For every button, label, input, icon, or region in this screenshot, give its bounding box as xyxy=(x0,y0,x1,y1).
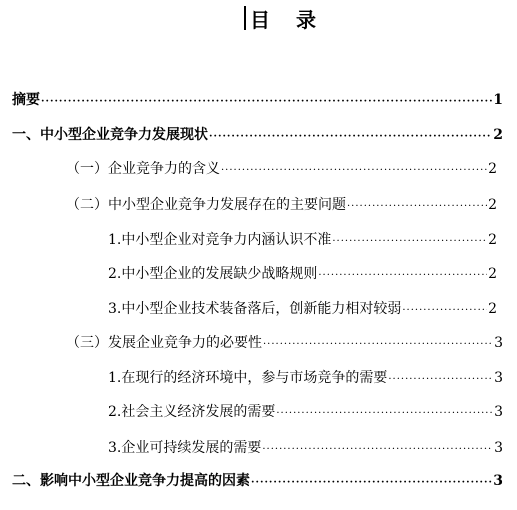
toc-entry-label: 摘要 xyxy=(12,92,40,108)
leader-dots xyxy=(41,91,492,113)
toc-entry-number: 二、 xyxy=(12,473,40,489)
leader-dots xyxy=(263,334,493,356)
toc-entry-number: （三） xyxy=(66,335,108,351)
toc-page-number: 3 xyxy=(494,404,503,420)
leader-dots xyxy=(221,160,487,182)
toc-entry-item-1-3-2[interactable] xyxy=(108,401,503,423)
leader-dots xyxy=(347,196,487,218)
toc-page-number: 2 xyxy=(493,127,503,143)
toc-entry-item-1-2-1[interactable] xyxy=(108,229,497,251)
toc-entry-number: 2. xyxy=(108,404,122,420)
toc-entry-label: 中小型企业的发展缺少战略规则 xyxy=(121,266,318,282)
leader-dots xyxy=(251,472,492,494)
toc-entry-number: 3. xyxy=(108,301,122,317)
toc-entry-item-1-2-2[interactable] xyxy=(108,263,497,285)
toc-entry-label: 企业竞争力的含义 xyxy=(108,161,220,177)
toc-page-number: 1 xyxy=(493,92,503,108)
toc-entry-item-1-3-3[interactable] xyxy=(108,437,503,459)
toc-page-number: 2 xyxy=(488,266,497,282)
toc-entry-label: 在现行的经济环境中，参与市场竞争的需要 xyxy=(121,370,388,386)
leader-dots xyxy=(402,300,487,322)
toc-entry-item-1-2-3[interactable] xyxy=(108,298,497,320)
text-cursor xyxy=(244,6,246,30)
toc-entry-section-2[interactable] xyxy=(12,470,503,492)
toc-entry-number: （二） xyxy=(66,197,108,213)
toc-entry-number: 1. xyxy=(108,232,122,248)
toc-entry-item-1-3-1[interactable] xyxy=(108,367,503,389)
toc-page-number: 3 xyxy=(494,370,503,386)
toc-entry-section-1[interactable] xyxy=(12,124,503,146)
toc-title xyxy=(250,4,316,33)
toc-entry-label: 发展企业竞争力的必要性 xyxy=(108,335,262,351)
toc-entry-label: 中小型企业对竞争力内涵认识不准 xyxy=(121,232,332,248)
toc-page-number: 2 xyxy=(488,232,497,248)
leader-dots xyxy=(332,231,487,253)
toc-page-number: 3 xyxy=(494,440,503,456)
toc-entry-number: 1. xyxy=(108,370,122,386)
toc-page-number: 2 xyxy=(488,197,497,213)
toc-entry-label: 企业可持续发展的需要 xyxy=(121,440,262,456)
toc-entry-label: 中小型企业技术装备落后，创新能力相对较弱 xyxy=(121,301,402,317)
title-char-1: 目 xyxy=(250,8,270,32)
leader-dots xyxy=(388,369,493,391)
toc-page-number: 2 xyxy=(488,301,497,317)
toc-entry-subsection-1-2[interactable] xyxy=(66,194,497,216)
toc-page-number: 2 xyxy=(488,161,497,177)
toc-entry-subsection-1-3[interactable] xyxy=(66,332,503,354)
toc-entry-abstract[interactable] xyxy=(12,89,503,111)
title-char-2: 录 xyxy=(296,8,316,32)
leader-dots xyxy=(318,265,487,287)
toc-entry-number: 一、 xyxy=(12,127,40,143)
leader-dots xyxy=(209,126,492,148)
toc-entry-number: 3. xyxy=(108,440,122,456)
toc-entry-number: （一） xyxy=(66,161,108,177)
toc-page-number: 3 xyxy=(493,473,503,489)
toc-entry-label: 中小型企业竞争力发展存在的主要问题 xyxy=(108,197,346,213)
toc-entry-label: 社会主义经济发展的需要 xyxy=(121,404,276,420)
toc-entry-label: 中小型企业竞争力发展现状 xyxy=(40,127,208,143)
toc-page-number: 3 xyxy=(494,335,503,351)
toc-entry-subsection-1-1[interactable] xyxy=(66,158,497,180)
toc-entry-number: 2. xyxy=(108,266,122,282)
leader-dots xyxy=(262,439,493,461)
toc-entry-label: 影响中小型企业竞争力提高的因素 xyxy=(40,473,250,489)
leader-dots xyxy=(276,403,493,425)
